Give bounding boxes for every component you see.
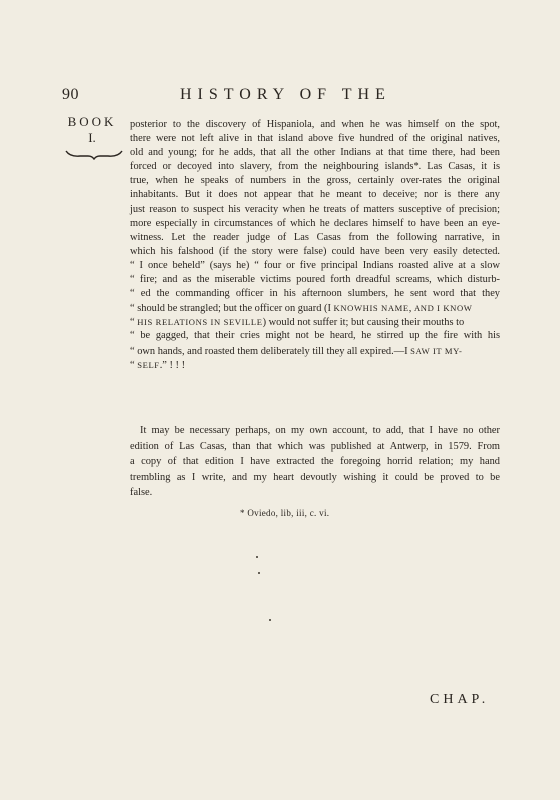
- text-run: “ should be strangled; but the officer on guard (I: [130, 303, 334, 315]
- text-line: a copy of that edition I have extracted the foregoing horrid relation; my hand: [130, 456, 500, 468]
- footnote: * Oviedo, lib, iii, c. vi.: [240, 508, 330, 518]
- ink-speck: [256, 556, 258, 558]
- ink-speck: [269, 619, 271, 621]
- small-caps-run: AND I KNOW: [413, 303, 473, 314]
- main-paragraph: [130, 118, 500, 372]
- text-line: [130, 358, 500, 372]
- text-line: forced or decoyed into slavery, from the neighbouring islands*. Las Casas, it is: [130, 161, 500, 173]
- text-line: posterior to the discovery of Hispaniola, and when he was himself on the spot,: [130, 119, 500, 130]
- small-caps-run: SAW IT MY-: [410, 345, 463, 356]
- text-line: inhabitants. But it does not appear that he meant to deceive; nor is there any: [130, 189, 500, 201]
- small-caps-run: KNOWHIS NAME: [333, 303, 409, 314]
- text-line: true, when he speaks of numbers in the gross, certainly over-rates the original: [130, 175, 500, 187]
- text-run: “ own hands, and roasted them deliberately till they all expired.—I: [130, 345, 411, 357]
- text-line: there were not left alive in that island above five hundred of the original natives,: [130, 133, 500, 145]
- text-run: “: [130, 359, 138, 371]
- text-line: [130, 315, 500, 329]
- text-line: [130, 344, 500, 358]
- text-line: witness. Let the reader judge of Las Casas from the following narrative, in: [130, 231, 500, 243]
- catchword: CHAP.: [430, 692, 490, 707]
- brace-ornament: [64, 148, 124, 160]
- text-line: false.: [130, 487, 153, 499]
- book-number: I.: [88, 130, 96, 145]
- book-word: BOOK: [67, 114, 117, 129]
- text-run: ,: [408, 303, 414, 315]
- text-run: “: [130, 317, 138, 329]
- ink-speck: [258, 572, 260, 574]
- second-paragraph: [130, 423, 500, 501]
- text-line: “ ed the commanding officer in his afternoon slumbers, he sent word that they: [130, 288, 500, 300]
- margin-book-label: [64, 114, 120, 146]
- text-line: just reason to suspect his veracity when he treats of matters susceptive of precision;: [130, 203, 500, 215]
- small-caps-run: HIS RELATIONS IN SEVILLE: [137, 317, 263, 328]
- text-run: ) would not suffer it; but causing their mouths to: [262, 317, 465, 329]
- text-run: .” ! ! !: [159, 359, 186, 371]
- running-head: HISTORY OF THE: [180, 86, 391, 103]
- text-line: edition of Las Casas, than that which was published at Antwerp, in 1579. From: [130, 440, 500, 452]
- text-line: It may be necessary perhaps, on my own account, to add, that I have no other: [140, 425, 500, 436]
- text-line: “ be gagged, that their cries might not be heard, he stirred up the fire with his: [130, 330, 500, 342]
- text-line: “ I once beheld” (says he) “ four or five principal Indians roasted alive at a slow: [130, 259, 500, 271]
- text-line: more especially in circumstances of which he declares himself to have been an eye-: [130, 217, 500, 229]
- text-line: [130, 301, 500, 315]
- text-line: which his falshood (if the story were false) could have been very easily detected.: [130, 245, 500, 257]
- text-line: old and young; for he adds, that all the other Indians at that time there, had been: [130, 147, 500, 159]
- text-line: trembling as I write, and my heart devoutly wishing it could be proved to be: [130, 471, 500, 483]
- text-line: “ fire; and as the miserable victims poured forth dreadful screams, which disturb-: [130, 274, 500, 286]
- page-number: 90: [62, 86, 79, 103]
- small-caps-run: SELF: [137, 359, 160, 370]
